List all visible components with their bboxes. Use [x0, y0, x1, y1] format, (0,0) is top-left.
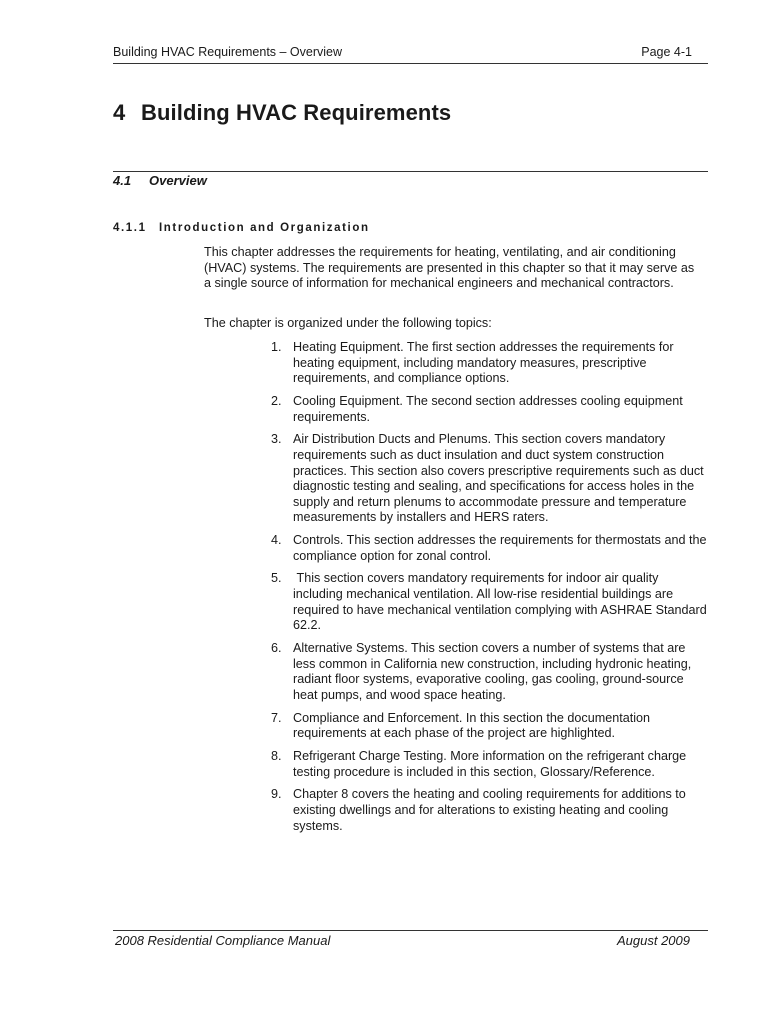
running-header [113, 44, 708, 64]
list-number: 3. [271, 432, 282, 447]
list-number: 4. [271, 533, 282, 548]
topic-list [268, 340, 711, 841]
list-item [268, 571, 711, 633]
section-title: Overview [149, 173, 207, 188]
list-item [268, 340, 708, 387]
topics-intro-paragraph: The chapter is organized under the following topics: [204, 316, 492, 330]
list-number: 6. [271, 641, 282, 656]
chapter-title [113, 100, 451, 126]
section-rule [113, 171, 708, 172]
list-item [268, 711, 708, 742]
chapter-title-text: Building HVAC Requirements [141, 100, 452, 125]
list-item-text: Chapter 8 covers the heating and cooling requirements for additions to existing dwellings and for alterations to existing heating and cooling systems. [293, 787, 686, 833]
list-item-text: Compliance and Enforcement. In this section the documentation requirements at each phase of the project are highlighted. [293, 710, 651, 741]
section-number: 4.1 [113, 173, 132, 188]
list-item [268, 749, 708, 780]
list-number: 9. [271, 787, 282, 802]
list-item [268, 432, 708, 526]
header-title: Building HVAC Requirements – Overview [113, 45, 343, 59]
footer-date: August 2009 [616, 933, 690, 948]
list-item [268, 787, 708, 834]
list-number: 8. [271, 748, 282, 763]
subsection-heading [113, 222, 370, 234]
list-number: 1. [271, 340, 282, 354]
list-item [268, 533, 708, 564]
list-item [268, 641, 708, 703]
list-item [268, 394, 708, 425]
list-item-text: Cooling Equipment. The second section addresses cooling equipment requirements. [293, 393, 683, 424]
list-number: 7. [271, 710, 282, 725]
list-item-text: Heating Equipment. The first section addresses the requirements for heating equipment, including mandatory measures, prescriptive requirements, and compliance options. [293, 340, 674, 386]
list-item-text: Air Distribution Ducts and Plenums. This section covers mandatory requirements such as duct insulation and duct system construction practices. This section also covers prescriptive requirements such as duct diagnostic testing and sealing, and specifications for access holes in the supply and return plenums to accommodate pressure and temperature measurements by installers and HERS raters. [293, 432, 704, 525]
chapter-number: 4 [113, 100, 126, 125]
intro-paragraph: This chapter addresses the requirements for heating, ventilating, and air conditioning (HVAC) systems. The requirements are presented in this chapter so that it may serve as a single source of information for mechanical engineers and mechanical contractors. [204, 245, 695, 291]
header-page-number: Page 4-1 [641, 45, 692, 59]
list-item-text: Controls. This section addresses the requirements for thermostats and the compliance option for zonal control. [293, 533, 707, 563]
subsection-title: Introduction and Organization [159, 222, 370, 234]
list-number: 2. [271, 393, 282, 408]
list-item-text: Refrigerant Charge Testing. More information on the refrigerant charge testing procedure is included in this section, Glossary/Reference. [293, 748, 687, 779]
footer-manual-title: 2008 Residential Compliance Manual [115, 933, 331, 948]
list-number: 5. [271, 571, 282, 586]
running-footer [113, 930, 708, 948]
list-item-text: Alternative Systems. This section covers a number of systems that are less common in California new construction, including hydronic heating, radiant floor systems, evaporative cooling, gas cooling, ground-source heat pumps, and wood space heating. [293, 641, 692, 702]
section-heading [113, 173, 207, 188]
list-item-text: This section covers mandatory requirements for indoor air quality including mechanical ventilation. All low-rise residential buildings are required to have mechanical ventilation complying with ASHRAE Standard 62.2. [293, 571, 711, 633]
subsection-number: 4.1.1 [113, 222, 147, 234]
